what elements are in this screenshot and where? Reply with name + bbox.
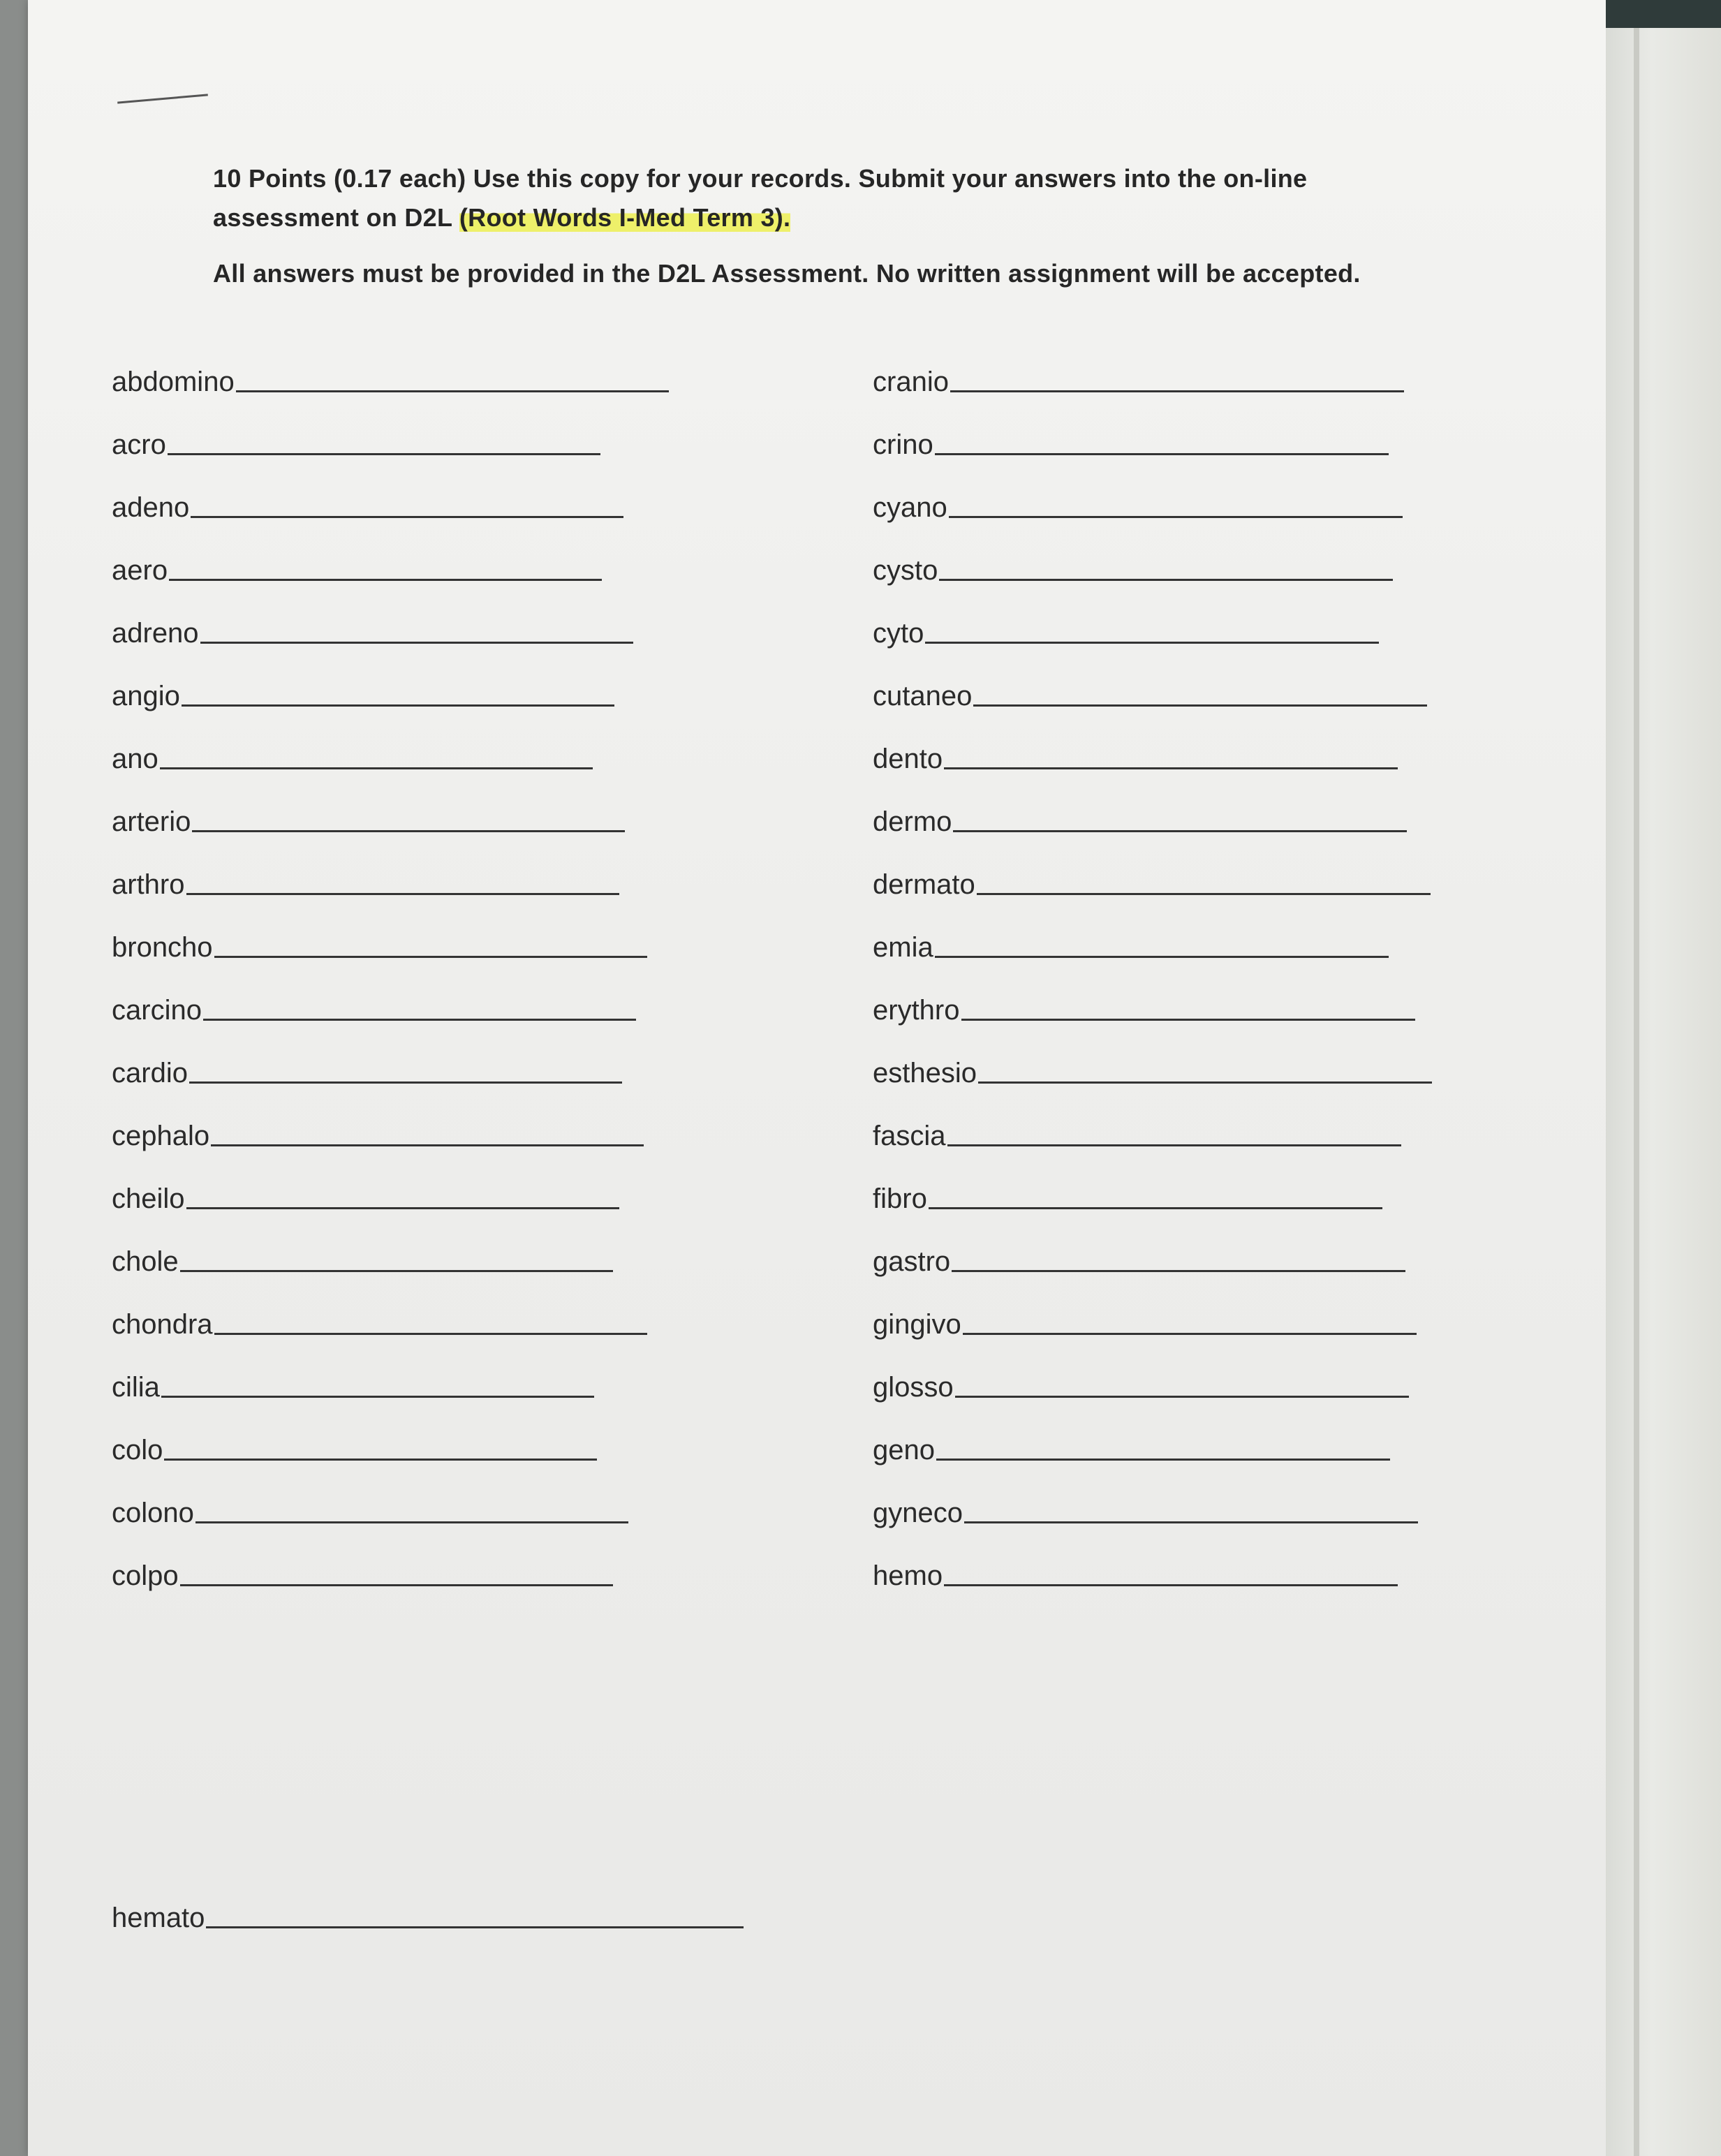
term-row [873, 1341, 1501, 1403]
term-row-extra [112, 1871, 744, 1934]
answer-blank [168, 453, 600, 455]
term-label: colo [112, 1435, 163, 1465]
term-row [873, 461, 1501, 524]
answer-blank [964, 1521, 1418, 1523]
term-label: chole [112, 1246, 179, 1277]
term-row [873, 1089, 1501, 1152]
term-row [112, 649, 740, 712]
answer-blank [973, 704, 1427, 707]
term-label: adreno [112, 618, 199, 649]
answer-blank [961, 1019, 1415, 1021]
term-row [112, 524, 740, 586]
term-row [873, 775, 1501, 838]
term-row [112, 1026, 740, 1089]
term-label: gingivo [873, 1309, 961, 1340]
answer-blank [950, 390, 1404, 392]
background-stripe [1634, 0, 1639, 2156]
term-label: emia [873, 932, 933, 963]
instructions [213, 159, 1442, 293]
term-label: erythro [873, 995, 960, 1026]
term-label: glosso [873, 1372, 954, 1403]
term-label: arthro [112, 869, 185, 900]
term-label: fascia [873, 1121, 946, 1151]
answer-blank [195, 1521, 628, 1523]
term-row [112, 1152, 740, 1215]
term-row [112, 1466, 740, 1529]
answer-blank [161, 1396, 594, 1398]
term-label: broncho [112, 932, 213, 963]
left-term-column [112, 335, 740, 1592]
answer-blank [929, 1207, 1382, 1209]
term-row [873, 524, 1501, 586]
term-label: dermo [873, 806, 952, 837]
answer-blank [200, 642, 633, 644]
term-row [873, 1215, 1501, 1278]
term-row [112, 901, 740, 963]
term-label: cardio [112, 1058, 188, 1088]
term-label: colpo [112, 1560, 179, 1591]
answer-blank [186, 893, 619, 895]
term-row [873, 963, 1501, 1026]
term-label: dento [873, 744, 943, 774]
answer-blank [203, 1019, 636, 1021]
term-label: cyto [873, 618, 924, 649]
worksheet-page [28, 0, 1609, 2156]
term-row [873, 838, 1501, 901]
answer-blank [963, 1333, 1417, 1335]
answer-blank [182, 704, 614, 707]
term-label: gyneco [873, 1498, 963, 1528]
term-row [112, 1278, 740, 1341]
term-row [112, 963, 740, 1026]
answer-blank [214, 956, 647, 958]
term-row [112, 398, 740, 461]
answer-blank [939, 579, 1393, 581]
answer-blank [191, 516, 623, 518]
term-row [873, 1278, 1501, 1341]
answer-blank [952, 1270, 1405, 1272]
term-row [112, 1341, 740, 1403]
term-row [873, 712, 1501, 775]
answer-blank [935, 453, 1389, 455]
instructions-text: 10 Points (0.17 each) Use this copy for your records. Submit your answers into the on-line assessment on D2L [213, 164, 1308, 232]
background-corner [1606, 0, 1721, 28]
right-term-column [873, 335, 1501, 1592]
answer-blank [186, 1207, 619, 1209]
answer-blank [949, 516, 1403, 518]
answer-blank [944, 767, 1398, 769]
term-label: chondra [112, 1309, 213, 1340]
highlighted-assessment-name: (Root Words I-Med Term 3). [459, 203, 791, 232]
term-label: colono [112, 1498, 194, 1528]
answer-blank [169, 579, 602, 581]
term-label: cutaneo [873, 681, 973, 711]
answer-blank [925, 642, 1379, 644]
term-row [112, 775, 740, 838]
term-label: adeno [112, 492, 190, 523]
term-row [112, 461, 740, 524]
term-row [112, 1403, 740, 1466]
term-row [873, 1403, 1501, 1466]
term-label: hemo [873, 1560, 943, 1591]
term-label: esthesio [873, 1058, 977, 1088]
term-row [873, 649, 1501, 712]
term-row [873, 1026, 1501, 1089]
term-row [112, 335, 740, 398]
term-label: geno [873, 1435, 935, 1465]
term-label: abdomino [112, 367, 235, 397]
term-row [112, 1089, 740, 1152]
instructions-note: All answers must be provided in the D2L Assessment. No written assignment will be accepted. [213, 259, 1361, 288]
term-label: ano [112, 744, 158, 774]
term-row [112, 838, 740, 901]
answer-blank [955, 1396, 1409, 1398]
term-row [873, 398, 1501, 461]
term-row [873, 1466, 1501, 1529]
term-row [112, 1529, 740, 1592]
term-label: cephalo [112, 1121, 210, 1151]
term-label: fibro [873, 1183, 927, 1214]
term-label: cilia [112, 1372, 160, 1403]
term-label: cranio [873, 367, 949, 397]
term-label: cysto [873, 555, 938, 586]
term-row [112, 586, 740, 649]
term-row [873, 901, 1501, 963]
term-label: aero [112, 555, 168, 586]
answer-blank [944, 1584, 1398, 1586]
instructions-points [213, 159, 1442, 237]
term-label: hemato [112, 1903, 205, 1933]
term-label: gastro [873, 1246, 951, 1277]
term-row [873, 335, 1501, 398]
answer-blank [978, 1081, 1432, 1084]
answer-blank [192, 830, 625, 832]
term-row [112, 1215, 740, 1278]
answer-blank [935, 956, 1389, 958]
term-row [873, 1529, 1501, 1592]
answer-blank [236, 390, 669, 392]
term-row [873, 586, 1501, 649]
answer-blank [206, 1926, 744, 1928]
answer-blank [164, 1459, 597, 1461]
term-label: acro [112, 429, 166, 460]
term-label: crino [873, 429, 933, 460]
answer-blank [189, 1081, 622, 1084]
term-label: carcino [112, 995, 202, 1026]
term-label: cheilo [112, 1183, 185, 1214]
background-right [1606, 0, 1721, 2156]
answer-blank [214, 1333, 647, 1335]
term-label: angio [112, 681, 180, 711]
answer-blank [160, 767, 593, 769]
answer-blank [180, 1270, 613, 1272]
answer-blank [947, 1144, 1401, 1146]
answer-blank [936, 1459, 1390, 1461]
term-label: dermato [873, 869, 975, 900]
term-row [112, 712, 740, 775]
answer-blank [180, 1584, 613, 1586]
answer-blank [211, 1144, 644, 1146]
pen-mark [117, 94, 208, 103]
term-label: arterio [112, 806, 191, 837]
term-row [873, 1152, 1501, 1215]
answer-blank [953, 830, 1407, 832]
term-label: cyano [873, 492, 947, 523]
answer-blank [977, 893, 1431, 895]
